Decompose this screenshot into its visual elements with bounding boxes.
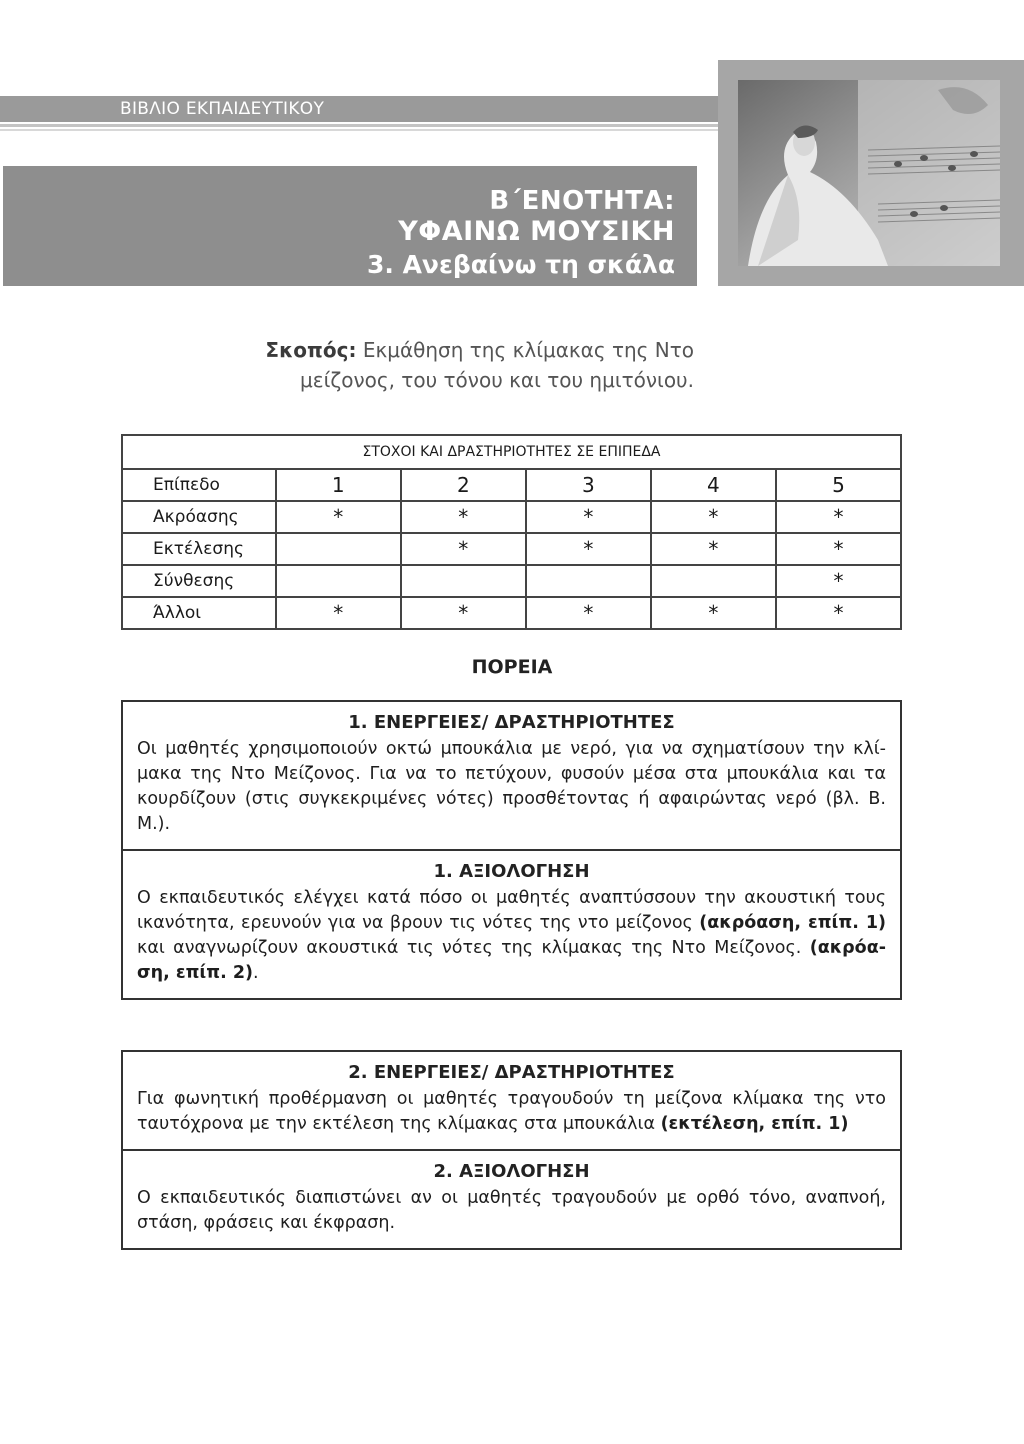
unit-name: ΥΦΑΙΝΩ ΜΟΥΣΙΚΗ: [398, 216, 675, 247]
levels-table: [121, 434, 902, 630]
table-row: [122, 533, 901, 565]
table-cell: *: [776, 533, 901, 565]
activity-block-1: [121, 700, 902, 1000]
level-number: 5: [776, 469, 901, 501]
evaluation-title-2: 2. ΑΞΙΟΛΟΓΗΣΗ: [433, 1161, 590, 1182]
table-cell: *: [776, 597, 901, 629]
activities-section-1: [123, 702, 900, 849]
aim-text-2: μείζονος, του τόνου και του ημιτόνιου.: [300, 368, 694, 392]
activities-text-2: [137, 1087, 886, 1137]
table-cell: *: [401, 501, 526, 533]
unit-label: Β΄ΕΝΟΤΗΤΑ:: [489, 186, 675, 216]
table-cell: *: [276, 597, 401, 629]
level-number: 4: [651, 469, 776, 501]
evaluation-level-tag: (ακρόα-ση, επίπ. 2): [137, 938, 886, 983]
lesson-title: 3. Ανεβαίνω τη σκάλα: [366, 250, 675, 279]
table-cell: *: [651, 597, 776, 629]
table-cell: *: [401, 597, 526, 629]
illustration-frame: [718, 60, 1024, 286]
header-rule-thin: [0, 129, 718, 131]
evaluation-section-1: [123, 849, 900, 998]
evaluation-section-2: [123, 1149, 900, 1248]
illustration-image: [738, 80, 1000, 266]
aim-text-1: Εκμάθηση της κλίμακας της Ντο: [362, 338, 694, 362]
activities-level-tag: (εκτέλεση, επίπ. 1): [660, 1114, 849, 1134]
row-label: Εκτέλεσης: [122, 533, 276, 565]
header-band-text: ΒΙΒΛΙΟ ΕΚΠΑΙΔΕΥΤΙΚΟΥ: [120, 99, 325, 119]
header-rule: [0, 124, 718, 127]
level-number: 3: [526, 469, 651, 501]
table-cell: *: [526, 501, 651, 533]
table-cell: *: [651, 533, 776, 565]
table-cell: [651, 565, 776, 597]
poreia-heading: ΠΟΡΕΙΑ: [471, 656, 553, 678]
evaluation-text-part: Ο εκπαιδευτικός ελέγχει κατά πόσο οι μαθητές αναπτύσσουν την ακουστική τους ικανότητα, ερευνούν για να βρουν τις νότες της ντο μείζονος: [137, 888, 886, 933]
row-label: Ακρόασης: [122, 501, 276, 533]
evaluation-text-part: και αναγνωρίζουν ακουστικά τις νότες της κλίμακας της Ντο Μείζονος.: [137, 938, 810, 958]
activities-section-2: [123, 1052, 900, 1149]
level-number: 2: [401, 469, 526, 501]
table-cell: [276, 533, 401, 565]
table-row: [122, 501, 901, 533]
levels-header-label: Επίπεδο: [122, 469, 276, 501]
table-cell: *: [401, 533, 526, 565]
table-cell: [526, 565, 651, 597]
activities-text-part: Για φωνητική προθέρμανση οι μαθητές τραγουδούν τη μείζονα κλίμακα της ντο ταυτόχρονα με την εκτέλεση της κλίμακας στα μπουκάλια: [137, 1089, 886, 1134]
table-cell: *: [776, 565, 901, 597]
levels-header-row: [122, 469, 901, 501]
activities-title-2: 2. ΕΝΕΡΓΕΙΕΣ/ ΔΡΑΣΤΗΡΙΟΤΗΤΕΣ: [348, 1062, 675, 1083]
unit-title-box: [3, 166, 697, 286]
table-cell: *: [276, 501, 401, 533]
activity-block-2: [121, 1050, 902, 1250]
activities-title-1: 1. ΕΝΕΡΓΕΙΕΣ/ ΔΡΑΣΤΗΡΙΟΤΗΤΕΣ: [348, 712, 675, 733]
table-cell: [401, 565, 526, 597]
table-cell: *: [526, 597, 651, 629]
row-label: Σύνθεσης: [122, 565, 276, 597]
levels-table-title: ΣΤΟΧΟΙ ΚΑΙ ΔΡΑΣΤΗΡΙΟΤΗΤΕΣ ΣΕ ΕΠΙΠΕΔΑ: [122, 435, 901, 469]
aim-label: Σκοπός:: [265, 338, 357, 362]
table-cell: *: [651, 501, 776, 533]
aim-line-1: [200, 336, 694, 364]
evaluation-text-part: .: [253, 963, 259, 983]
table-row: [122, 565, 901, 597]
activities-text-1: Οι μαθητές χρησιμοποιούν οκτώ μπουκάλια με νερό, για να σχηματίσουν την κλί-μακα της Ντο Μείζονος. Για να το πετύχουν, φυσούν μέσα στα μπουκάλια και τα κουρδίζουν (στις συγκεκριμένες νότες) προσθέτοντας ή αφαιρώντας νερό (βλ. Β. Μ.).: [137, 739, 886, 834]
table-cell: [276, 565, 401, 597]
evaluation-level-tag: (ακρόαση, επίπ. 1): [699, 913, 886, 933]
evaluation-title-1: 1. ΑΞΙΟΛΟΓΗΣΗ: [433, 861, 590, 882]
aim-line-2: [200, 366, 694, 394]
header-band: [0, 96, 718, 122]
table-cell: *: [526, 533, 651, 565]
row-label: Άλλοι: [122, 597, 276, 629]
table-cell: *: [776, 501, 901, 533]
levels-table-title-row: [122, 435, 901, 469]
table-row: [122, 597, 901, 629]
level-number: 1: [276, 469, 401, 501]
evaluation-text-2: Ο εκπαιδευτικός διαπιστώνει αν οι μαθητές τραγουδούν με ορθό τόνο, αναπνοή, στάση, φράσεις και έκφραση.: [137, 1188, 886, 1233]
evaluation-text-1: [137, 886, 886, 986]
